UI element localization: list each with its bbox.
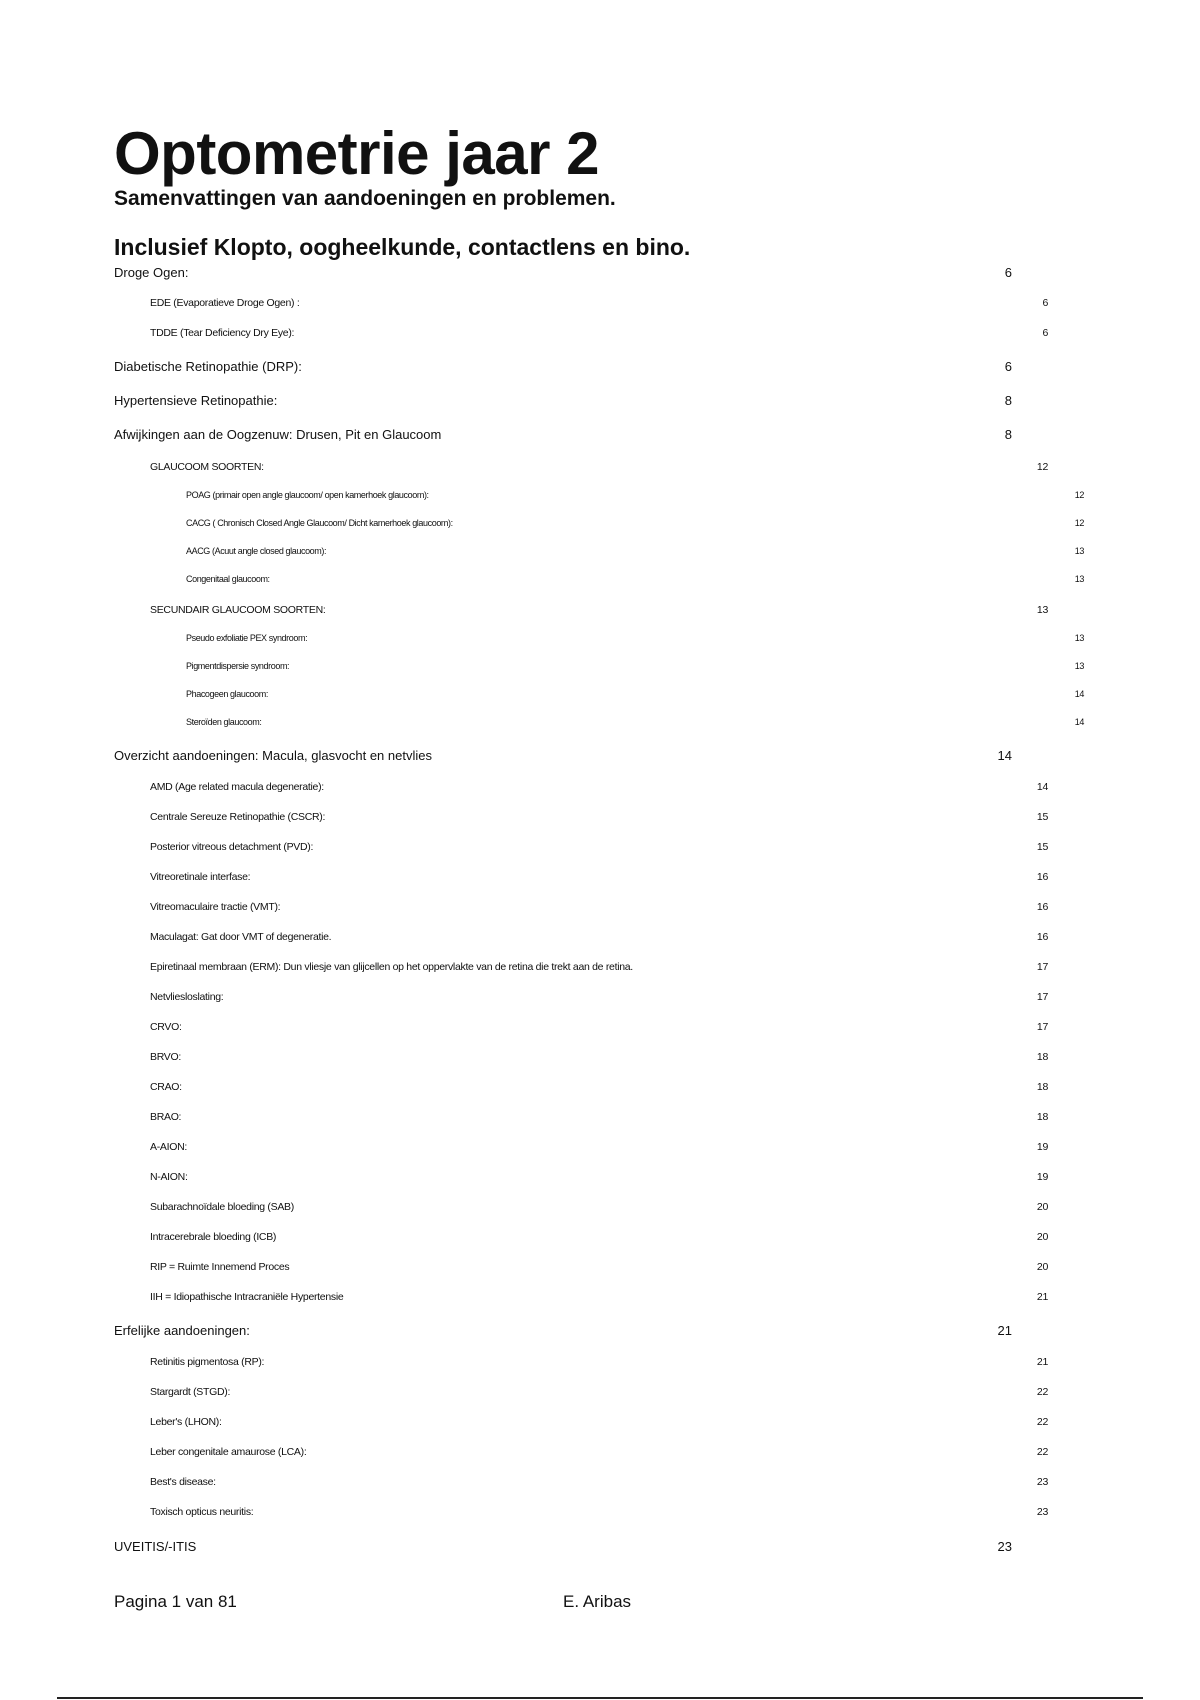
toc-entry-label: GLAUCOOM SOORTEN: bbox=[150, 461, 264, 473]
toc-entry-label: Droge Ogen: bbox=[114, 265, 189, 280]
toc-entry-page-number: 17 bbox=[1036, 1021, 1048, 1033]
toc-entry-page-number: 21 bbox=[1036, 1291, 1048, 1303]
footer-divider bbox=[57, 1697, 1143, 1699]
toc-entry-page-number: 21 bbox=[997, 1323, 1012, 1338]
toc-entry-page-number: 22 bbox=[1036, 1446, 1048, 1458]
toc-entry-page-number: 23 bbox=[1036, 1506, 1048, 1518]
toc-entry-page-number: 15 bbox=[1036, 811, 1048, 823]
toc-entry-page-number: 8 bbox=[1004, 393, 1012, 408]
toc-entry-label: Diabetische Retinopathie (DRP): bbox=[114, 359, 302, 374]
toc-entry-page-number: 19 bbox=[1036, 1141, 1048, 1153]
toc-entry-label: Intracerebrale bloeding (ICB) bbox=[150, 1231, 277, 1243]
toc-entry-label: IIH = Idiopathische Intracraniële Hypertensie bbox=[150, 1291, 344, 1303]
toc-entry-page-number: 19 bbox=[1036, 1171, 1048, 1183]
page-number: Pagina 1 van 81 bbox=[114, 1592, 237, 1611]
toc-entry-label: Vitreomaculaire tractie (VMT): bbox=[150, 901, 281, 913]
toc-entry-page-number: 6 bbox=[1004, 265, 1012, 280]
toc-entry-label: Overzicht aandoeningen: Macula, glasvocht en netvlies bbox=[114, 748, 432, 763]
toc-entry-page-number: 6 bbox=[1042, 297, 1048, 309]
toc-entry-label: Stargardt (STGD): bbox=[150, 1386, 231, 1398]
toc-entry-page-number: 16 bbox=[1036, 871, 1048, 883]
toc-entry-page-number: 14 bbox=[997, 748, 1012, 763]
toc-entry-page-number: 17 bbox=[1036, 961, 1048, 973]
toc-entry-label: Maculagat: Gat door VMT of degeneratie. bbox=[150, 931, 332, 943]
toc-entry-label: EDE (Evaporatieve Droge Ogen) : bbox=[150, 297, 300, 309]
toc-entry-label: CRAO: bbox=[150, 1081, 182, 1093]
toc-entry-page-number: 12 bbox=[1036, 461, 1048, 473]
toc-entry-label: Posterior vitreous detachment (PVD): bbox=[150, 841, 314, 853]
toc-entry-label: Leber's (LHON): bbox=[150, 1416, 222, 1428]
document-title: Optometrie jaar 2 bbox=[114, 120, 600, 187]
toc-entry-label: Erfelijke aandoeningen: bbox=[114, 1323, 250, 1338]
toc-entry-page-number: 20 bbox=[1036, 1261, 1048, 1273]
toc-entry-label: Leber congenitale amaurose (LCA): bbox=[150, 1446, 307, 1458]
document-subtitle: Samenvattingen van aandoeningen en problemen. bbox=[114, 187, 616, 210]
toc-entry-label: RIP = Ruimte Innemend Proces bbox=[150, 1261, 290, 1273]
toc-entry-page-number: 13 bbox=[1074, 574, 1084, 584]
toc-entry-page-number: 6 bbox=[1042, 327, 1048, 339]
toc-entry-label: Hypertensieve Retinopathie: bbox=[114, 393, 278, 408]
toc-entry-page-number: 15 bbox=[1036, 841, 1048, 853]
toc-entry-page-number: 13 bbox=[1036, 604, 1048, 616]
toc-entry-page-number: 13 bbox=[1074, 661, 1084, 671]
toc-entry-page-number: 14 bbox=[1036, 781, 1048, 793]
toc-entry-page-number: 13 bbox=[1074, 633, 1084, 643]
toc-entry-label: Subarachnoïdale bloeding (SAB) bbox=[150, 1201, 294, 1213]
toc-entry-label: Vitreoretinale interfase: bbox=[150, 871, 251, 883]
toc-entry-label: A-AION: bbox=[150, 1141, 187, 1153]
toc-entry-label: Congenitaal glaucoom: bbox=[186, 574, 270, 584]
toc-entry-page-number: 16 bbox=[1036, 931, 1048, 943]
toc-entry-page-number: 8 bbox=[1004, 427, 1012, 442]
toc-entry-page-number: 20 bbox=[1036, 1231, 1048, 1243]
toc-entry-label: UVEITIS/-ITIS bbox=[114, 1539, 197, 1554]
toc-entry-page-number: 20 bbox=[1036, 1201, 1048, 1213]
toc-entry-page-number: 6 bbox=[1004, 359, 1012, 374]
toc-entry-label: Steroïden glaucoom: bbox=[186, 717, 262, 727]
toc-entry-label: Phacogeen glaucoom: bbox=[186, 689, 268, 699]
toc-entry-label: Pseudo exfoliatie PEX syndroom: bbox=[186, 633, 308, 643]
toc-entry-label: BRVO: bbox=[150, 1051, 181, 1063]
toc-entry-label: Retinitis pigmentosa (RP): bbox=[150, 1356, 265, 1368]
toc-entry-label: N-AION: bbox=[150, 1171, 188, 1183]
toc-entry-page-number: 23 bbox=[1036, 1476, 1048, 1488]
toc-entry-label: Pigmentdispersie syndroom: bbox=[186, 661, 290, 671]
toc-entry-label: CACG ( Chronisch Closed Angle Glaucoom/ Dicht kamerhoek glaucoom): bbox=[186, 518, 453, 528]
toc-entry-page-number: 22 bbox=[1036, 1386, 1048, 1398]
toc-entry-page-number: 16 bbox=[1036, 901, 1048, 913]
toc-entry-page-number: 21 bbox=[1036, 1356, 1048, 1368]
toc-entry-page-number: 14 bbox=[1074, 689, 1084, 699]
toc-entry-page-number: 12 bbox=[1074, 490, 1084, 500]
document-heading: Inclusief Klopto, oogheelkunde, contactlens en bino. bbox=[114, 234, 691, 260]
toc-entry-label: AACG (Acuut angle closed glaucoom): bbox=[186, 546, 327, 556]
toc-entry-label: POAG (primair open angle glaucoom/ open kamerhoek glaucoom): bbox=[186, 490, 429, 500]
toc-entry-label: SECUNDAIR GLAUCOOM SOORTEN: bbox=[150, 604, 326, 616]
toc-entry-page-number: 13 bbox=[1074, 546, 1084, 556]
toc-entry-label: AMD (Age related macula degeneratie): bbox=[150, 781, 324, 793]
toc-entry-page-number: 14 bbox=[1074, 717, 1084, 727]
toc-entry-page-number: 17 bbox=[1036, 991, 1048, 1003]
toc-entry-label: Centrale Sereuze Retinopathie (CSCR): bbox=[150, 811, 326, 823]
toc-entry-page-number: 23 bbox=[997, 1539, 1012, 1554]
toc-entry-label: Best's disease: bbox=[150, 1476, 216, 1488]
toc-entry-page-number: 18 bbox=[1036, 1051, 1048, 1063]
toc-entry-page-number: 18 bbox=[1036, 1111, 1048, 1123]
toc-entry-label: Epiretinaal membraan (ERM): Dun vliesje van glijcellen op het oppervlakte van de retina die trekt aan de retina. bbox=[150, 961, 633, 973]
toc-entry-label: Afwijkingen aan de Oogzenuw: Drusen, Pit en Glaucoom bbox=[114, 427, 442, 442]
toc-entry-page-number: 22 bbox=[1036, 1416, 1048, 1428]
toc-entry-page-number: 12 bbox=[1074, 518, 1084, 528]
toc-entry-label: BRAO: bbox=[150, 1111, 182, 1123]
toc-entry-label: TDDE (Tear Deficiency Dry Eye): bbox=[150, 327, 295, 339]
toc-entry-label: Toxisch opticus neuritis: bbox=[150, 1506, 254, 1518]
toc-entry-label: Netvliesloslating: bbox=[150, 991, 224, 1003]
toc-entry-page-number: 18 bbox=[1036, 1081, 1048, 1093]
author-name: E. Aribas bbox=[563, 1592, 632, 1611]
toc-entry-label: CRVO: bbox=[150, 1021, 182, 1033]
